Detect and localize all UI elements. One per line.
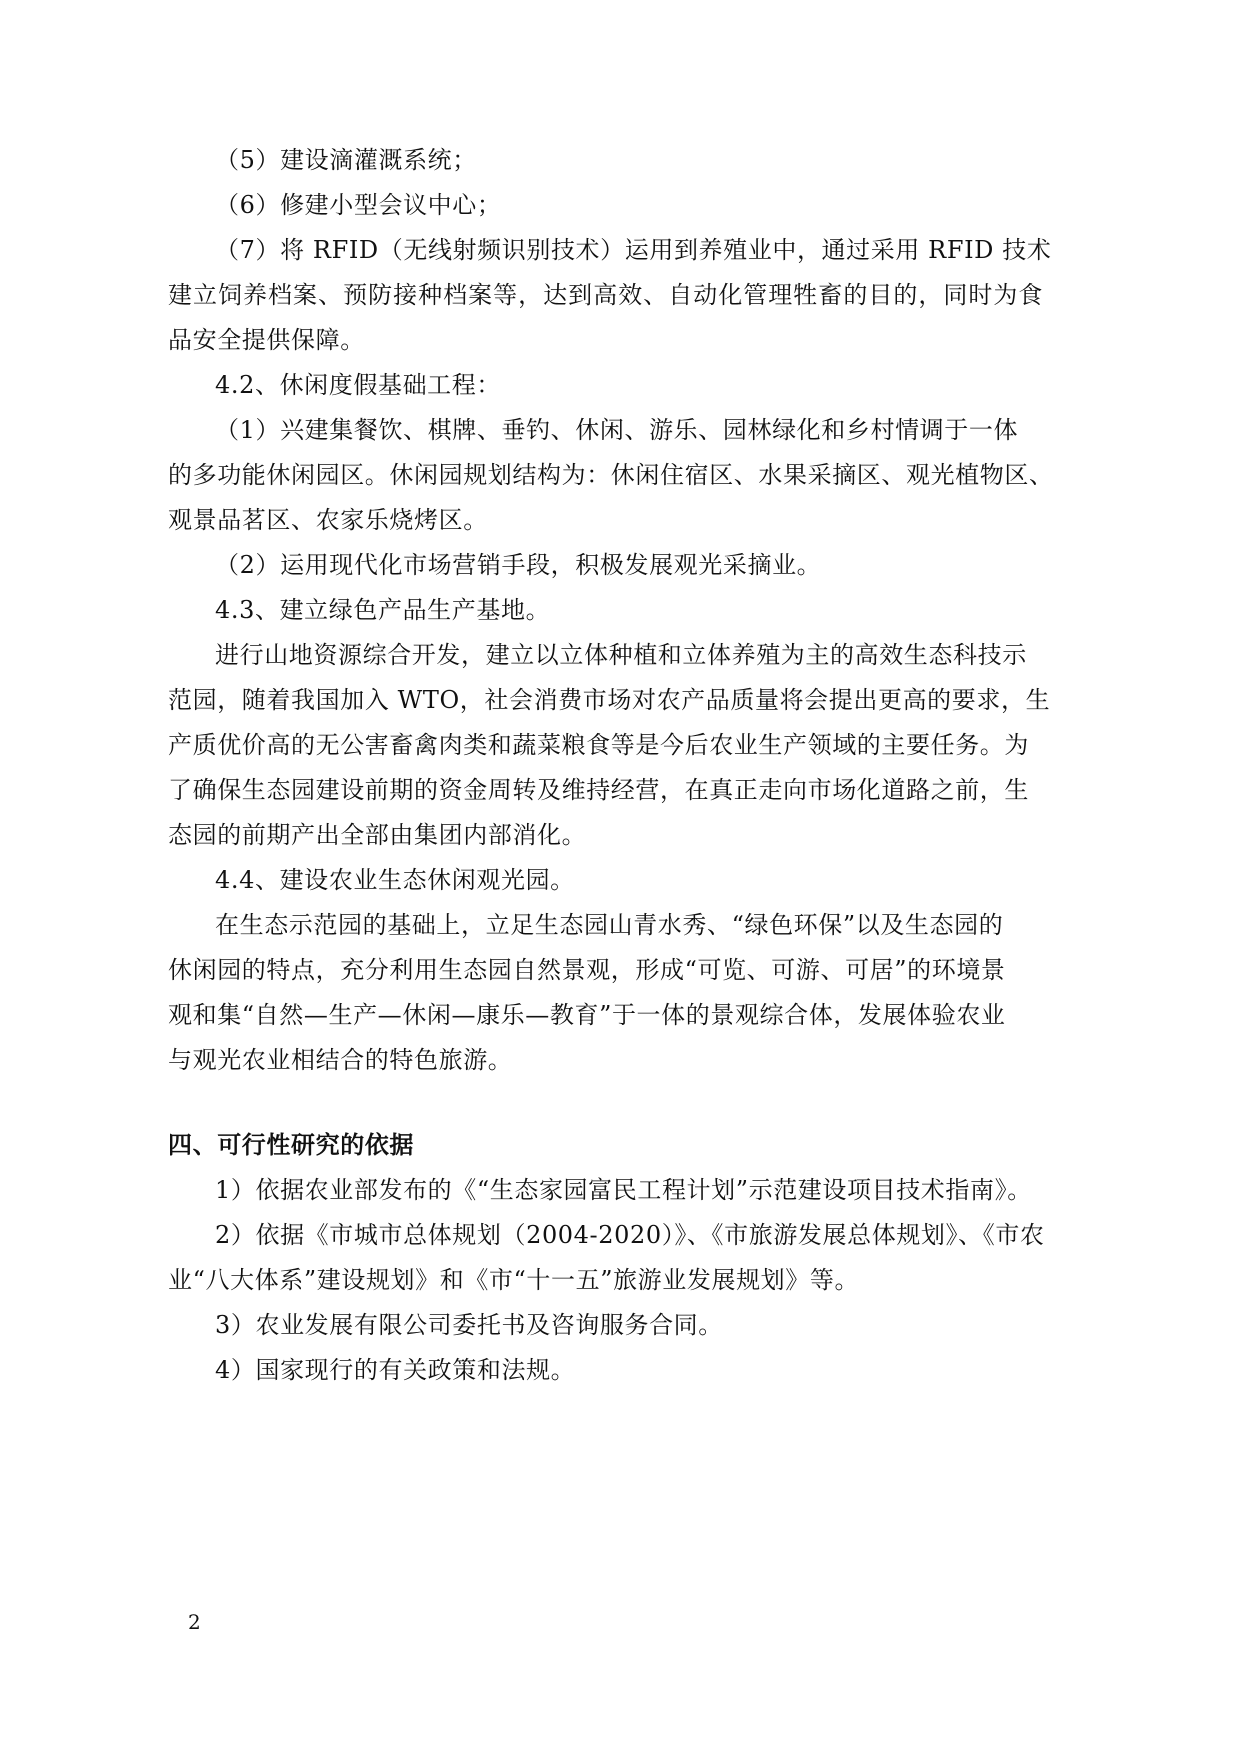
- text-line: 4）国家现行的有关政策和法规。: [215, 1356, 576, 1384]
- text-line: 2）依据《市城市总体规划（2004-2020）》、《市旅游发展总体规划》、《市农: [215, 1221, 1045, 1249]
- page-number: 2: [188, 1610, 201, 1634]
- text-line: 观和集“自然—生产—休闲—康乐—教育”于一体的景观综合体，发展体验农业: [168, 1001, 1006, 1029]
- text-line: （5）建设滴灌溉系统；: [215, 146, 477, 174]
- text-line: 了确保生态园建设前期的资金周转及维持经营，在真正走向市场化道路之前，生: [168, 776, 1029, 804]
- text-line: 在生态示范园的基础上，立足生态园山青水秀、“绿色环保”以及生态园的: [215, 911, 1004, 939]
- text-line: 1）依据农业部发布的《“生态家园富民工程计划”示范建设项目技术指南》。: [215, 1176, 1032, 1204]
- text-line: 品安全提供保障。: [168, 326, 365, 354]
- text-line: 3）农业发展有限公司委托书及咨询服务合同。: [215, 1311, 723, 1339]
- text-line: 与观光农业相结合的特色旅游。: [168, 1046, 513, 1074]
- text-line: 进行山地资源综合开发，建立以立体种植和立体养殖为主的高效生态科技示: [215, 641, 1027, 669]
- text-line: （1）兴建集餐饮、棋牌、垂钓、休闲、游乐、园林绿化和乡村情调于一体: [215, 416, 1019, 444]
- text-line: 观景品茗区、农家乐烧烤区。: [168, 506, 488, 534]
- text-line: （2）运用现代化市场营销手段，积极发展观光采摘业。: [215, 551, 822, 579]
- text-line: 业“八大体系”建设规划》和《市“十一五”旅游业发展规划》等。: [168, 1266, 860, 1294]
- text-line: 休闲园的特点，充分利用生态园自然景观，形成“可览、可游、可居”的环境景: [168, 956, 1006, 984]
- text-line: 态园的前期产出全部由集团内部消化。: [168, 821, 587, 849]
- text-line: 建立饲养档案、预防接种档案等，达到高效、自动化管理牲畜的目的，同时为食: [168, 281, 1043, 309]
- text-line: 范园，随着我国加入 WTO，社会消费市场对农产品质量将会提出更高的要求，生: [168, 686, 1051, 714]
- text-line: 4.4、建设农业生态休闲观光园。: [215, 866, 575, 894]
- text-line: （6）修建小型会议中心；: [215, 191, 502, 219]
- text-line: 产质优价高的无公害畜禽肉类和蔬菜粮食等是今后农业生产领域的主要任务。为: [168, 731, 1029, 759]
- text-line: 4.2、休闲度假基础工程：: [215, 371, 501, 399]
- text-line: 4.3、建立绿色产品生产基地。: [215, 596, 551, 624]
- text-line: （7）将 RFID（无线射频识别技术）运用到养殖业中，通过采用 RFID 技术: [215, 236, 1052, 264]
- section-heading: 四、可行性研究的依据: [168, 1131, 414, 1159]
- text-line: 的多功能休闲园区。休闲园规划结构为：休闲住宿区、水果采摘区、观光植物区、: [168, 461, 1054, 489]
